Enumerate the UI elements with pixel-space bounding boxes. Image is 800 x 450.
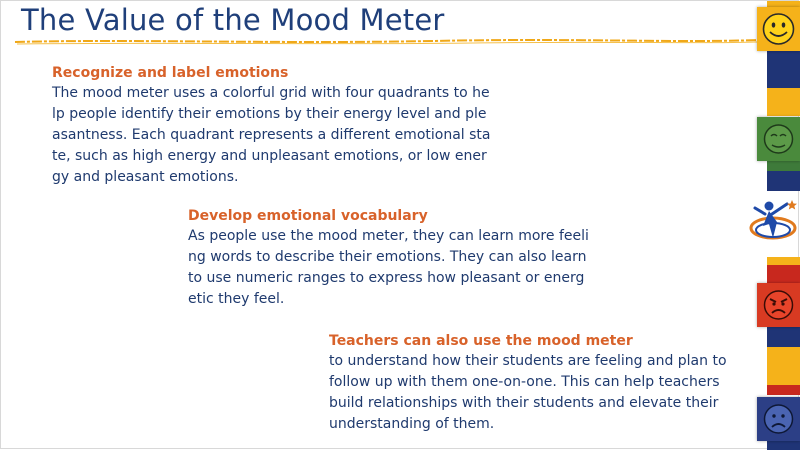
section-heading: Recognize and label emotions [52,65,289,81]
angry-face-tile [757,283,800,327]
section-body: to understand how their students are feeling and plan to follow up with them one-on-one. This can help teachers build relationships with their students and elevate their understanding of them. [329,353,727,432]
education-logo-icon [745,194,800,254]
calm-face-icon [757,117,800,161]
section-body: As people use the mood meter, they can learn more feeling words to describe their emotions. They can also learn to use numeric ranges to express how pleasant or energetic they feel. [188,228,589,307]
section-recognize [52,64,492,188]
calm-face-tile [757,117,800,161]
section-teachers [329,332,729,435]
sad-face-tile [757,397,800,441]
angry-face-icon [757,283,800,327]
slide-title: The Value of the Mood Meter [21,3,445,37]
title-underline [13,35,761,47]
section-body: The mood meter uses a colorful grid with four quadrants to help people identify their emotions by their energy level and pleasantness. Each quadrant represents a different emotional state, such as high energy and unpleasant emotions, or low energy and pleasant emotions. [52,85,491,185]
section-heading: Teachers can also use the mood meter [329,333,633,349]
section-vocabulary [188,207,590,310]
happy-face-icon [757,7,800,51]
sad-face-icon [757,397,800,441]
happy-face-tile [757,7,800,51]
section-heading: Develop emotional vocabulary [188,208,428,224]
